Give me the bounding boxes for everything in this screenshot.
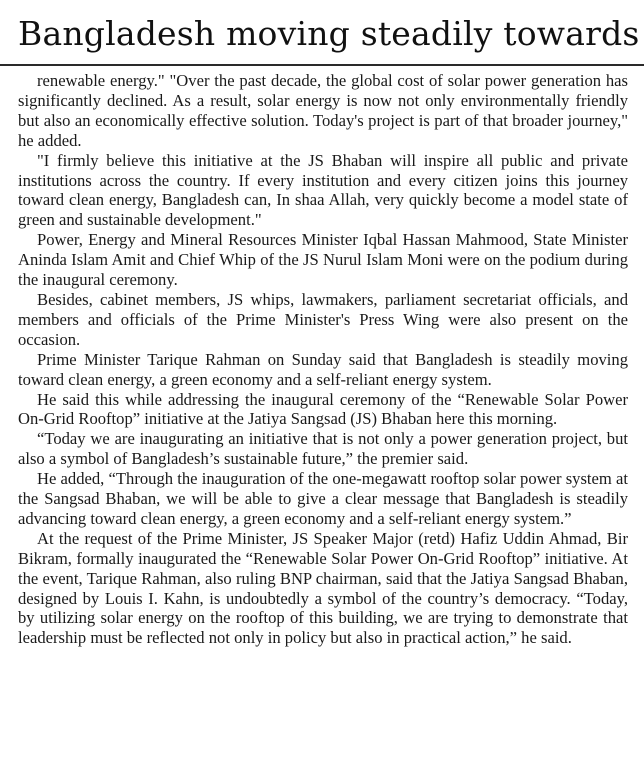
article-paragraph: Besides, cabinet members, JS whips, lawmakers, parliament secretariat officials, and members and officials of the Prime Minister's Press Wing were also present on the occasion. bbox=[18, 289, 628, 349]
article-paragraph: "I firmly believe this initiative at the JS Bhaban will inspire all public and private institutions across the country. If every institution and every citizen joins this journey toward clean energy, Bangladesh can, In shaa Allah, very quickly become a model state of green and sustainable development." bbox=[18, 150, 628, 230]
headline: Bangladesh moving steadily towards bbox=[18, 14, 640, 53]
article-paragraph: He added, “Through the inauguration of the one-megawatt rooftop solar power system at the Sangsad Bhaban, we will be able to give a clear message that Bangladesh is steadily advancing toward clean energy, a green economy and a self-reliant energy system.” bbox=[18, 469, 628, 528]
article-paragraph: At the request of the Prime Minister, JS Speaker Major (retd) Hafiz Uddin Ahmad, Bir Bikram, formally inaugurated the “Renewable Solar Power On-Grid Rooftop” initiative. At the event, Tarique Rahman, also ruling BNP chairman, said that the Jatiya Sangsad Bhaban, designed by Louis I. Kahn, is undoubtedly a symbol of the country’s democracy. “Today, by utilizing solar energy on the rooftop of this building, we are trying to demonstrate that leadership must be reflected not only in policy but also in practical action,” he said. bbox=[18, 528, 628, 648]
article-body bbox=[18, 71, 628, 648]
article-paragraph: Prime Minister Tarique Rahman on Sunday said that Bangladesh is steadily moving toward clean energy, a green economy and a self-reliant energy system. bbox=[18, 349, 628, 389]
article-paragraph: He said this while addressing the inaugural ceremony of the “Renewable Solar Power On-Grid Rooftop” initiative at the Jatiya Sangsad (JS) Bhaban here this morning. bbox=[18, 389, 628, 429]
headline-divider bbox=[0, 64, 644, 66]
article-paragraph: Power, Energy and Mineral Resources Minister Iqbal Hassan Mahmood, State Minister Aninda Islam Amit and Chief Whip of the JS Nurul Islam Moni were on the podium during the inaugural ceremony. bbox=[18, 230, 628, 290]
article-paragraph: “Today we are inaugurating an initiative that is not only a power generation project, but also a symbol of Bangladesh’s sustainable future,” the premier said. bbox=[18, 429, 628, 469]
article-paragraph: renewable energy." "Over the past decade, the global cost of solar power generation has significantly declined. As a result, solar energy is now not only environmentally friendly but also an economically effective solution. Today's project is part of that broader journey," he added. bbox=[18, 71, 628, 150]
